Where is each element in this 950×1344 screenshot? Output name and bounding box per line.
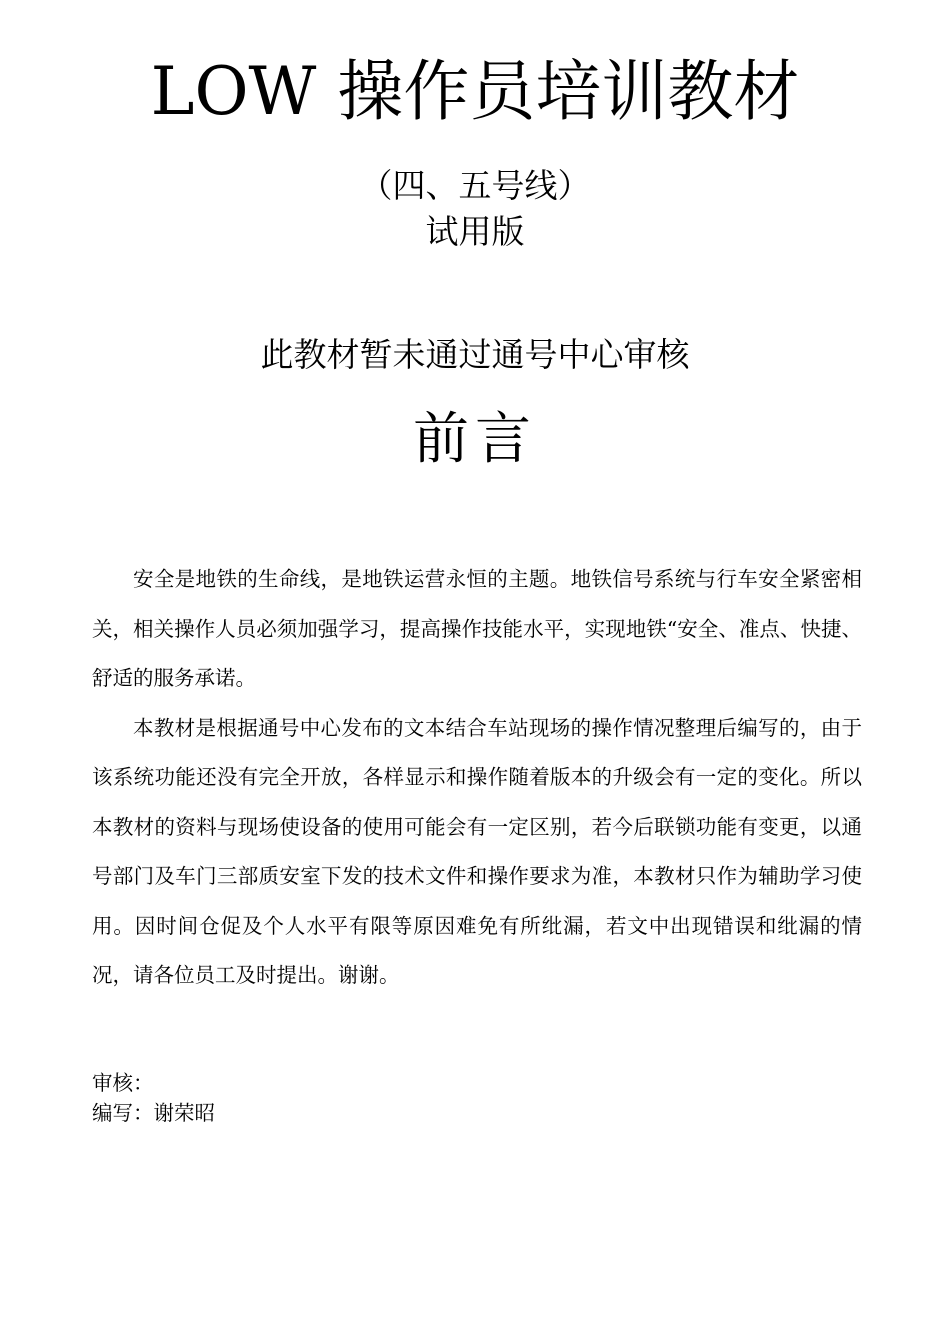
- review-notice: 此教材暂未通过通号中心审核: [260, 335, 690, 374]
- writer-signature-label: 编写：谢荣昭: [92, 1101, 215, 1125]
- section-heading-preface: 前言: [413, 407, 537, 472]
- subtitle-line-scope: （四、五号线）: [359, 166, 591, 205]
- subtitle-line-edition: 试用版: [425, 212, 525, 251]
- review-signature-label: 审核：: [92, 1071, 154, 1095]
- preface-body: [92, 555, 862, 1001]
- preface-paragraph: 本教材是根据通号中心发布的文本结合车站现场的操作情况整理后编写的，由于该系统功能还没有完全开放，各样显示和操作随着版本的升级会有一定的变化。所以本教材的资料与现场使设备的使用可能会有一定区别，若今后联锁功能有变更，以通号部门及车门三部质安室下发的技术文件和操作要求为准，本教材只作为辅助学习使用。因时间仓促及个人水平有限等原因难免有所纰漏，若文中出现错误和纰漏的情况，请各位员工及时提出。谢谢。: [92, 715, 862, 987]
- document-title: LOW 操作员培训教材: [150, 53, 800, 130]
- preface-paragraph: 安全是地铁的生命线，是地铁运营永恒的主题。地铁信号系统与行车安全紧密相关，相关操作人员必须加强学习，提高操作技能水平，实现地铁“安全、准点、快捷、舒适的服务承诺。: [92, 567, 862, 690]
